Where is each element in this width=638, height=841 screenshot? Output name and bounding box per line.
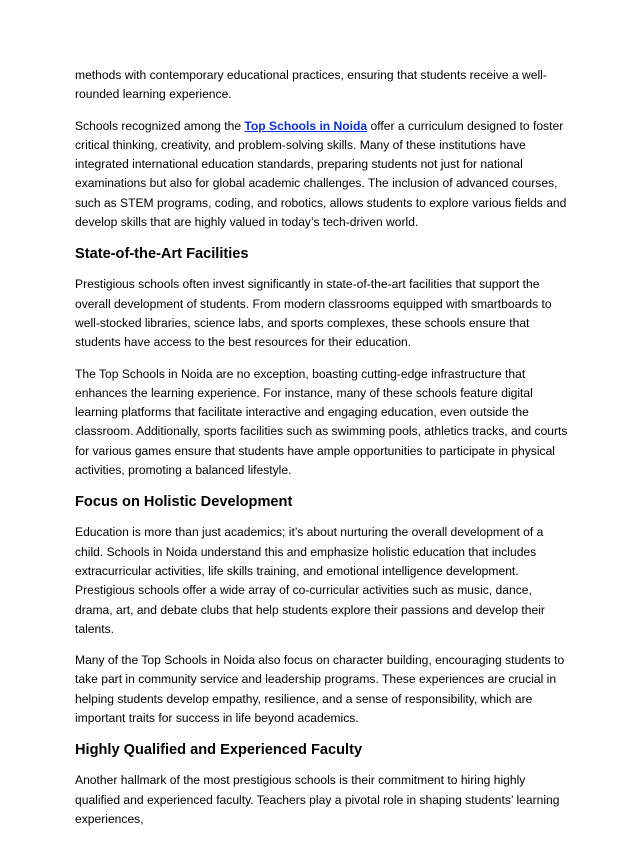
section-heading-facilities: State-of-the-Art Facilities (75, 246, 249, 263)
holistic-paragraph-1: Education is more than just academics; it’s about nurturing the overall development of a child. Schools in Noida understand this and emphasize holistic education that includes extracurricular activities, life skills training, and emotional intelligence development. Prestigious schools offer a wide array of co-curricular activities such as music, dance, drama, art, and debate clubs that help students explore their passions and develop their talents. (75, 525, 545, 636)
document-page (75, 66, 570, 841)
intro-paragraph: methods with contemporary educational practices, ensuring that students receive a well-rounded learning experience. (75, 68, 547, 102)
section-heading-faculty: Highly Qualified and Experienced Faculty (75, 742, 363, 759)
holistic-paragraph-2: Many of the Top Schools in Noida also focus on character building, encouraging students to take part in community service and leadership programs. These experiences are crucial in helping students develop empathy, resilience, and a sense of responsibility, which are important traits for success in life beyond academics. (75, 653, 565, 726)
section-heading-holistic-development: Focus on Holistic Development (75, 494, 293, 511)
curriculum-paragraph (75, 117, 570, 233)
top-schools-in-noida-link[interactable]: Top Schools in Noida (244, 118, 368, 133)
facilities-paragraph-1: Prestigious schools often invest significantly in state-of-the-art facilities that support the overall development of students. From modern classrooms equipped with smartboards to well-stocked libraries, science labs, and sports complexes, these schools ensure that students have access to the best resources for their education. (75, 277, 552, 350)
faculty-paragraph-1: Another hallmark of the most prestigious schools is their commitment to hiring highly qualified and experienced faculty. Teachers play a pivotal role in shaping students’ learning experiences, (75, 773, 560, 826)
curriculum-text-before-link: Schools recognized among the (75, 118, 245, 133)
facilities-paragraph-2: The Top Schools in Noida are no exception, boasting cutting-edge infrastructure that enhances the learning experience. For instance, many of these schools feature digital learning platforms that facilitate interactive and engaging education, even outside the classroom. Additionally, sports facilities such as swimming pools, athletics tracks, and courts for various games ensure that students have ample opportunities to participate in physical activities, promoting a balanced lifestyle. (75, 366, 568, 478)
curriculum-text-after-link: offer a curriculum designed to foster critical thinking, creativity, and problem-solving skills. Many of these institutions have integrated international education standards, preparing students not just for national examinations but also for global academic challenges. The inclusion of advanced courses, such as STEM programs, coding, and robotics, allows students to explore various fields and develop skills that are highly valued in today’s tech-driven world. (75, 118, 567, 230)
